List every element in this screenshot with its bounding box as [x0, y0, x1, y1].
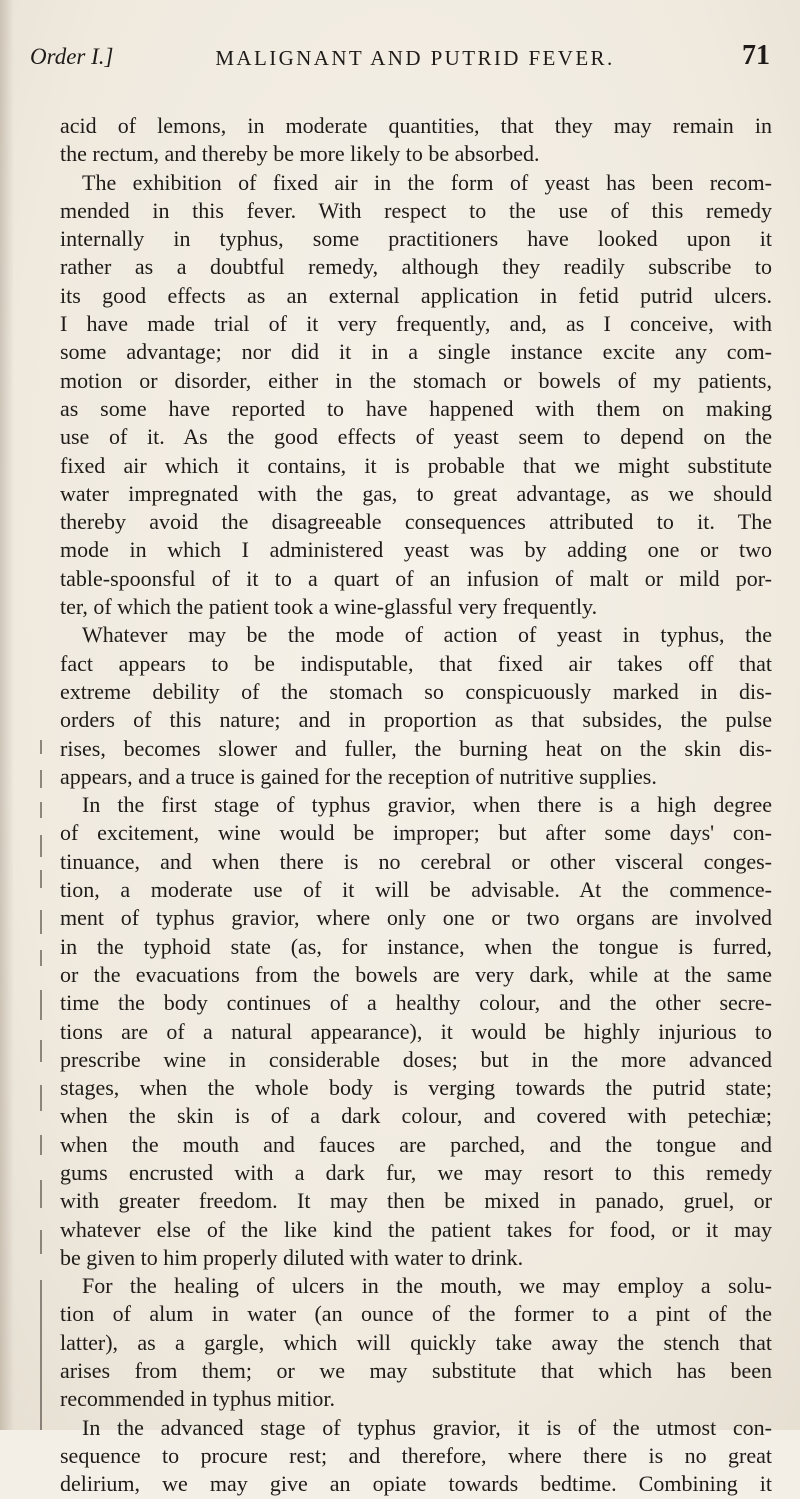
binding-mark [40, 1135, 42, 1155]
text-line: tinuance, and when there is no cerebral or other visceral conges- [60, 848, 772, 874]
text-line: ter, of which the patient took a wine-glassful very frequently. [60, 594, 598, 620]
text-line: or the evacuations from the bowels are very dark, while at the same [60, 961, 772, 987]
text-line: rather as a doubtful remedy, although they readily subscribe to [60, 254, 772, 280]
page-number: 71 [742, 40, 770, 71]
text-line: in the typhoid state (as, for instance, when the tongue is furred, [60, 933, 772, 959]
text-line: In the advanced stage of typhus gravior, it is of the utmost con- [82, 1414, 772, 1440]
binding-mark [40, 870, 42, 888]
text-line: water impregnated with the gas, to great advantage, as we should [60, 480, 772, 506]
binding-mark [40, 910, 42, 934]
text-line: tion of alum in water (an ounce of the former to a pint of the [60, 1301, 772, 1327]
text-line: when the mouth and fauces are parched, and the tongue and [60, 1131, 772, 1157]
text-line: arises from them; or we may substitute that which has been [60, 1358, 772, 1384]
text-line: whatever else of the like kind the patient takes for food, or it may [60, 1216, 772, 1242]
text-line: thereby avoid the disagreeable consequences attributed to it. The [60, 509, 772, 535]
binding-mark [40, 835, 42, 857]
text-line: acid of lemons, in moderate quantities, that they may remain in [60, 113, 772, 138]
text-line: table-spoonsful of it to a quart of an infusion of malt or mild por- [60, 565, 772, 591]
text-line: fact appears to be indisputable, that fixed air takes off that [60, 650, 772, 676]
text-line: be given to him properly diluted with water to drink. [60, 1244, 524, 1270]
binding-mark [40, 990, 42, 1020]
text-line: mode in which I administered yeast was by adding one or two [60, 537, 772, 563]
text-line: internally in typhus, some practitioners have looked upon it [60, 226, 772, 252]
text-line: recommended in typhus mitior. [60, 1386, 335, 1412]
text-line: its good effects as an external application in fetid putrid ulcers. [60, 282, 772, 308]
binding-mark [40, 802, 42, 818]
text-line: latter), as a gargle, which will quickly take away the stench that [60, 1329, 772, 1355]
running-head-title: MALIGNANT AND PUTRID FEVER. [215, 46, 615, 70]
text-line: motion or disorder, either in the stomach or bowels of my patients, [60, 367, 772, 393]
binding-edge-marks [40, 740, 48, 1430]
binding-mark [40, 1230, 42, 1254]
binding-mark [40, 1040, 42, 1062]
binding-mark [40, 1085, 42, 1111]
text-line: prescribe wine in considerable doses; but in the more advanced [60, 1046, 772, 1072]
text-line: orders of this nature; and in proportion as that subsides, the pulse [60, 707, 772, 733]
text-line: In the first stage of typhus gravior, when there is a high degree [82, 792, 772, 818]
text-line: stages, when the whole body is verging towards the putrid state; [60, 1075, 772, 1101]
running-head [30, 38, 770, 78]
text-line: when the skin is of a dark colour, and covered with petechiæ; [60, 1103, 772, 1129]
text-line: of excitement, wine would be improper; but after some days' con- [60, 820, 772, 846]
text-line: some advantage; nor did it in a single instance excite any com- [60, 339, 772, 365]
text-line: time the body continues of a healthy colour, and the other secre- [60, 990, 772, 1016]
text-line: sequence to procure rest; and therefore, where there is no great [60, 1442, 772, 1468]
binding-gutter-shadow [0, 0, 14, 1430]
text-line: tion, a moderate use of it will be advisable. At the commence- [60, 877, 772, 903]
binding-mark [40, 770, 42, 788]
text-line: use of it. As the good effects of yeast seem to depend on the [60, 424, 772, 450]
text-line: fixed air which it contains, it is probable that we might substitute [60, 452, 772, 478]
binding-mark [40, 950, 42, 966]
body-text [60, 112, 772, 1499]
text-line: as some have reported to have happened with them on making [60, 395, 772, 421]
running-head-section: Order I.] [30, 44, 114, 69]
text-line: For the healing of ulcers in the mouth, we may employ a solu- [82, 1273, 772, 1299]
text-line: ment of typhus gravior, where only one or two organs are involved [60, 905, 772, 931]
text-line: the rectum, and thereby be more likely to be absorbed. [60, 141, 540, 167]
binding-mark [40, 1280, 42, 1430]
text-line: appears, and a truce is gained for the reception of nutritive supplies. [60, 763, 657, 789]
binding-mark [40, 740, 42, 754]
binding-mark [40, 1180, 42, 1208]
text-line: The exhibition of fixed air in the form of yeast has been recom- [82, 169, 772, 195]
text-line: Whatever may be the mode of action of yeast in typhus, the [82, 622, 772, 648]
text-line: tions are of a natural appearance), it would be highly injurious to [60, 1018, 772, 1044]
text-line: I have made trial of it very frequently, and, as I conceive, with [60, 311, 772, 337]
text-line: with greater freedom. It may then be mixed in panado, gruel, or [60, 1188, 772, 1214]
text-line: rises, becomes slower and fuller, the burning heat on the skin dis- [60, 735, 772, 761]
text-line: delirium, we may give an opiate towards bedtime. Combining it [60, 1471, 772, 1497]
text-line: mended in this fever. With respect to the use of this remedy [60, 197, 772, 223]
text-line: gums encrusted with a dark fur, we may resort to this remedy [60, 1159, 772, 1185]
text-line: extreme debility of the stomach so conspicuously marked in dis- [60, 678, 772, 704]
